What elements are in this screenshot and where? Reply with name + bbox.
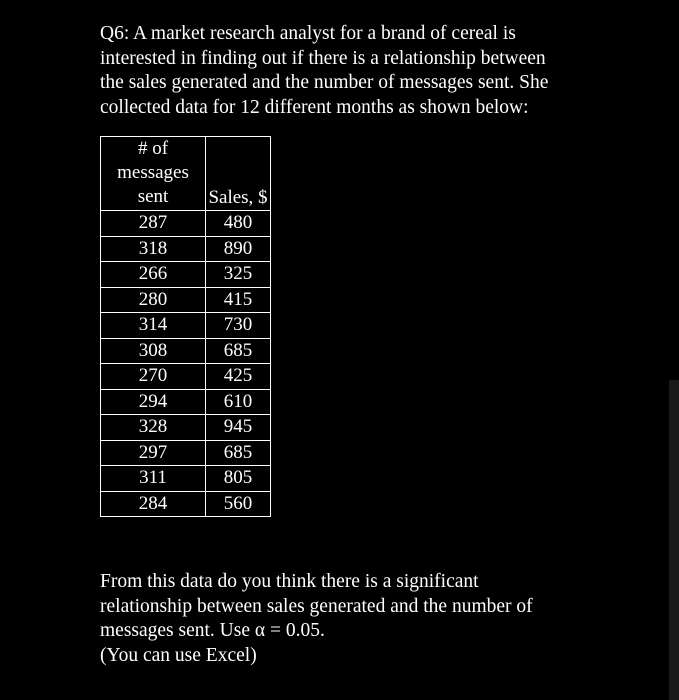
messages-sent-cell: 297 [101,440,206,466]
table-row [101,364,271,390]
sales-cell: 890 [206,236,271,262]
sales-cell: 945 [206,415,271,441]
sales-cell: 325 [206,262,271,288]
table-row [101,415,271,441]
followup-line: relationship between sales generated and the number of [100,595,533,617]
header-messages-sent [101,137,206,211]
messages-sent-cell: 318 [101,236,206,262]
sales-cell: 425 [206,364,271,390]
messages-sent-cell: 280 [101,287,206,313]
table-row [101,313,271,339]
messages-sent-cell: 314 [101,313,206,339]
table-row [101,338,271,364]
table-row [101,211,271,237]
scrollbar[interactable] [669,380,679,700]
header-line: # of [137,138,169,159]
table-row [101,491,271,517]
sales-cell: 685 [206,338,271,364]
sales-cell: 480 [206,211,271,237]
table-row [101,440,271,466]
followup-line: (You can use Excel) [100,644,257,666]
header-line: messages [117,162,189,183]
table-header-row [101,137,271,211]
followup-text [100,570,570,668]
messages-sent-cell: 308 [101,338,206,364]
table-row [101,236,271,262]
sales-cell: 730 [206,313,271,339]
messages-sent-cell: 311 [101,466,206,492]
sales-cell: 685 [206,440,271,466]
question-line: Q6: A market research analyst for a brand of cereal is [100,23,516,44]
question-text [100,22,570,120]
question-line: the sales generated and the number of messages sent. She [100,72,549,93]
table-row [101,389,271,415]
followup-line: From this data do you think there is a significant [100,571,479,592]
question-line: interested in finding out if there is a relationship between [100,47,546,69]
messages-sent-cell: 294 [101,389,206,415]
messages-sent-cell: 266 [101,262,206,288]
header-line: sent [137,186,169,207]
followup-line: messages sent. Use α = 0.05. [100,620,325,641]
sales-cell: 560 [206,491,271,517]
sales-cell: 805 [206,466,271,492]
question-line: collected data for 12 different months as shown below: [100,96,529,118]
table-row [101,262,271,288]
data-table [100,136,271,517]
messages-sent-cell: 328 [101,415,206,441]
sales-cell: 415 [206,287,271,313]
header-sales: Sales, $ [206,137,271,211]
table-row [101,287,271,313]
messages-sent-cell: 270 [101,364,206,390]
table-body [101,211,271,517]
table-row [101,466,271,492]
messages-sent-cell: 287 [101,211,206,237]
messages-sent-cell: 284 [101,491,206,517]
sales-cell: 610 [206,389,271,415]
